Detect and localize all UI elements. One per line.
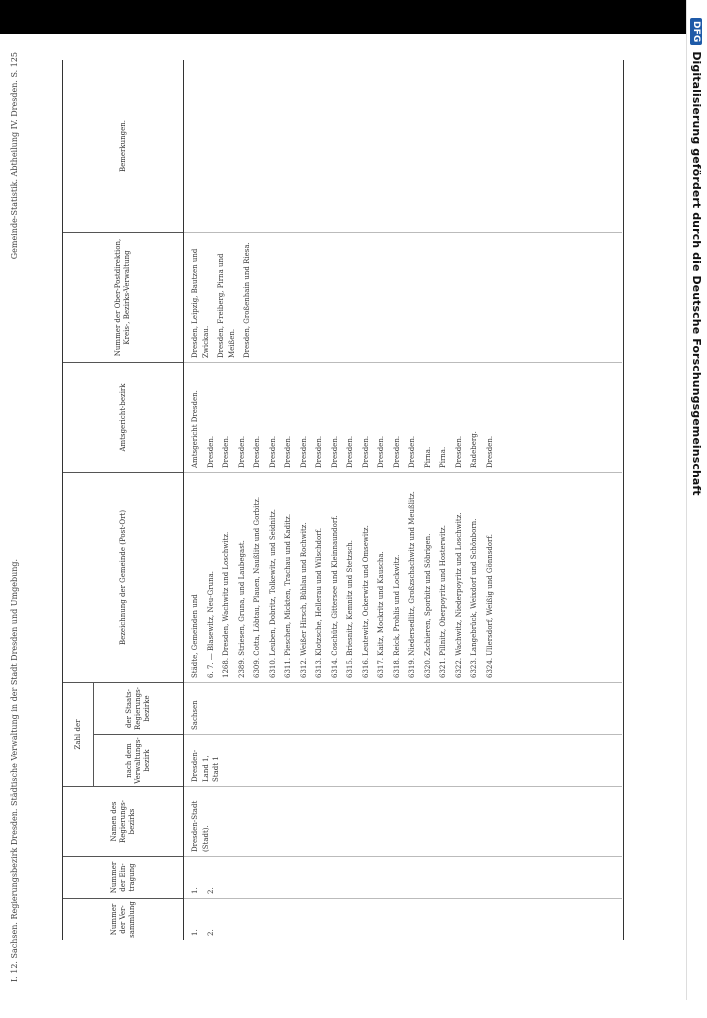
col5-entry: 6320. Zschieren, Sporbitz und Söbrigen.	[423, 533, 432, 678]
col6-entry: Dresden.	[377, 435, 385, 468]
dfg-logo: DFG	[691, 18, 703, 45]
col5-entry: 1268. Dresden, Wachwitz und Loschwitz.	[222, 531, 230, 678]
header-col8: Bemerkungen.	[118, 119, 127, 173]
col6-entry: Dresden.	[206, 435, 215, 468]
col5-entry: Städte, Gemeinden und	[191, 594, 199, 678]
col5-entry: 6317. Kaitz, Mockritz und Kauscha.	[377, 551, 385, 678]
col5-cell	[184, 472, 622, 682]
col6-entry: Pirna.	[439, 446, 447, 468]
col5-entry: 6309. Cotta, Löbtau, Plauen, Naußlitz und Gorbitz.	[253, 496, 261, 678]
col7-entry: Dresden, Freiberg, Pirna und Meißen.	[217, 253, 236, 358]
col6-entry: Dresden.	[346, 435, 354, 468]
col6-entry: Dresden.	[454, 435, 463, 468]
col3-cell	[184, 786, 622, 856]
scanned-page	[0, 34, 652, 1000]
col6-entry: Dresden.	[299, 435, 308, 468]
running-head-right: Gemeinde-Statistik. Abtheilung IV. Dresden. S. 125	[10, 52, 19, 260]
col6-entry: Radeberg.	[470, 431, 478, 468]
col3-entry: Dresden-Stadt (Stadt).	[191, 800, 210, 852]
header-col4	[63, 682, 183, 786]
col1-cell	[184, 898, 622, 940]
col6-entry: Amtsgericht Dresden.	[191, 390, 199, 468]
header-col7: Nummer der Ober-Postdirektion, Kreis-, Bezirks-Verwaltung	[63, 232, 183, 362]
col2-entry: 2.	[206, 887, 215, 894]
header-col6: Amtsgericht-bezirk	[63, 362, 183, 472]
col5-entry: 6316. Leutewitz, Ockerwitz und Omsewitz.	[361, 525, 370, 678]
col5-entry: 6321. Pillnitz, Oberpoyritz und Hosterwitz.	[439, 525, 447, 678]
col2-entry: 1.	[191, 887, 199, 894]
col7-cell	[184, 232, 622, 362]
table-body	[184, 60, 622, 940]
header-col4a: nach dem Verwaltungs-bezirk	[94, 734, 183, 786]
register-table	[62, 60, 624, 940]
col6-entry: Dresden.	[222, 435, 230, 468]
col5-entry: 6324. Ullersdorf, Weißig und Gönnsdorf.	[485, 534, 494, 678]
col5-entry: 6312. Weißer Hirsch, Bühlau und Rochwitz.	[299, 522, 308, 678]
col5-entry: 6322. Wachwitz, Niederpoyritz und Loschwitz.	[454, 512, 463, 678]
header-col4b: der Staats-Regierungs-bezirke	[125, 686, 151, 731]
col5-entry: 6315. Briesnitz, Kemnitz und Stetzsch.	[346, 540, 354, 678]
col6-entry: Dresden.	[284, 435, 292, 468]
col5-entry: 6311. Pieschen, Mickten, Trachau und Kaditz.	[284, 513, 292, 678]
header-col4-group: Zahl der	[63, 683, 94, 786]
top-black-bar	[0, 0, 686, 34]
col2-cell	[184, 856, 622, 898]
col5-entry: 6314. Coschütz, Gittersee und Kleinnaundorf.	[330, 515, 339, 678]
col5-entry: 6. 7. — Blasewitz, Neu-Gruna.	[206, 571, 215, 678]
col4b-cell	[184, 682, 622, 734]
header-col5: Bezeichnung der Gemeinde (Post-Ort)	[63, 472, 183, 682]
col6-entry: Dresden.	[485, 435, 494, 468]
col6-entry: Dresden.	[330, 435, 339, 468]
col6-entry: Dresden.	[392, 435, 401, 468]
header-col2: Nummer der Ein-tragung	[63, 856, 183, 898]
col5-entry: 6319. Niedersedlitz, Großzschachwitz und Meußlitz.	[408, 491, 416, 678]
col5-entry: 6318. Reick, Prohlis und Lockwitz.	[392, 554, 401, 678]
digitization-credit	[686, 0, 707, 1018]
col1-entry: 2.	[206, 929, 215, 936]
running-head	[10, 52, 24, 982]
col6-entry: Dresden.	[237, 435, 246, 468]
table-header-row	[63, 60, 184, 940]
header-col1: Nummer der Ver-sammlung	[63, 898, 183, 940]
col4a-cell	[184, 734, 622, 786]
col6-entry: Dresden.	[315, 435, 323, 468]
col4b-entry: Sachsen	[191, 700, 199, 730]
col5-entry: 6313. Klotzsche, Hellerau und Wilschdorf.	[315, 527, 323, 678]
col5-entry: 6323. Langebrück, Weixdorf und Schönborn.	[470, 518, 478, 678]
col6-entry: Pirna.	[423, 446, 432, 468]
col7-entry: Dresden, Großenhain und Riesa.	[243, 242, 251, 358]
col5-entry: 2389. Striesen, Gruna, und Laubegast.	[237, 540, 246, 678]
col7-entry: Dresden, Leipzig, Bautzen und Zwickau.	[191, 248, 210, 358]
col5-entry: 6310. Leuben, Dobritz, Tolkewitz, und Seidnitz.	[268, 509, 277, 678]
col8-cell	[184, 60, 622, 232]
col6-entry: Dresden.	[268, 435, 277, 468]
header-col3: Namen des Regierungs-bezirks	[63, 786, 183, 856]
col1-entry: 1.	[191, 929, 199, 936]
running-head-left: I. 12. Sachsen. Regierungsbezirk Dresden. Städtische Verwaltung in der Stadt Dresden und Umgebung.	[10, 558, 19, 982]
credit-text: Digitalisierung gefördert durch die Deutsche Forschungsgemeinschaft	[690, 51, 703, 496]
col4a-entry: Dresden-Land 1, Stadt 1	[191, 749, 220, 782]
col6-entry: Dresden.	[408, 435, 416, 468]
col6-entry: Dresden.	[253, 435, 261, 468]
col6-entry: Dresden.	[361, 435, 370, 468]
col6-cell	[184, 362, 622, 472]
